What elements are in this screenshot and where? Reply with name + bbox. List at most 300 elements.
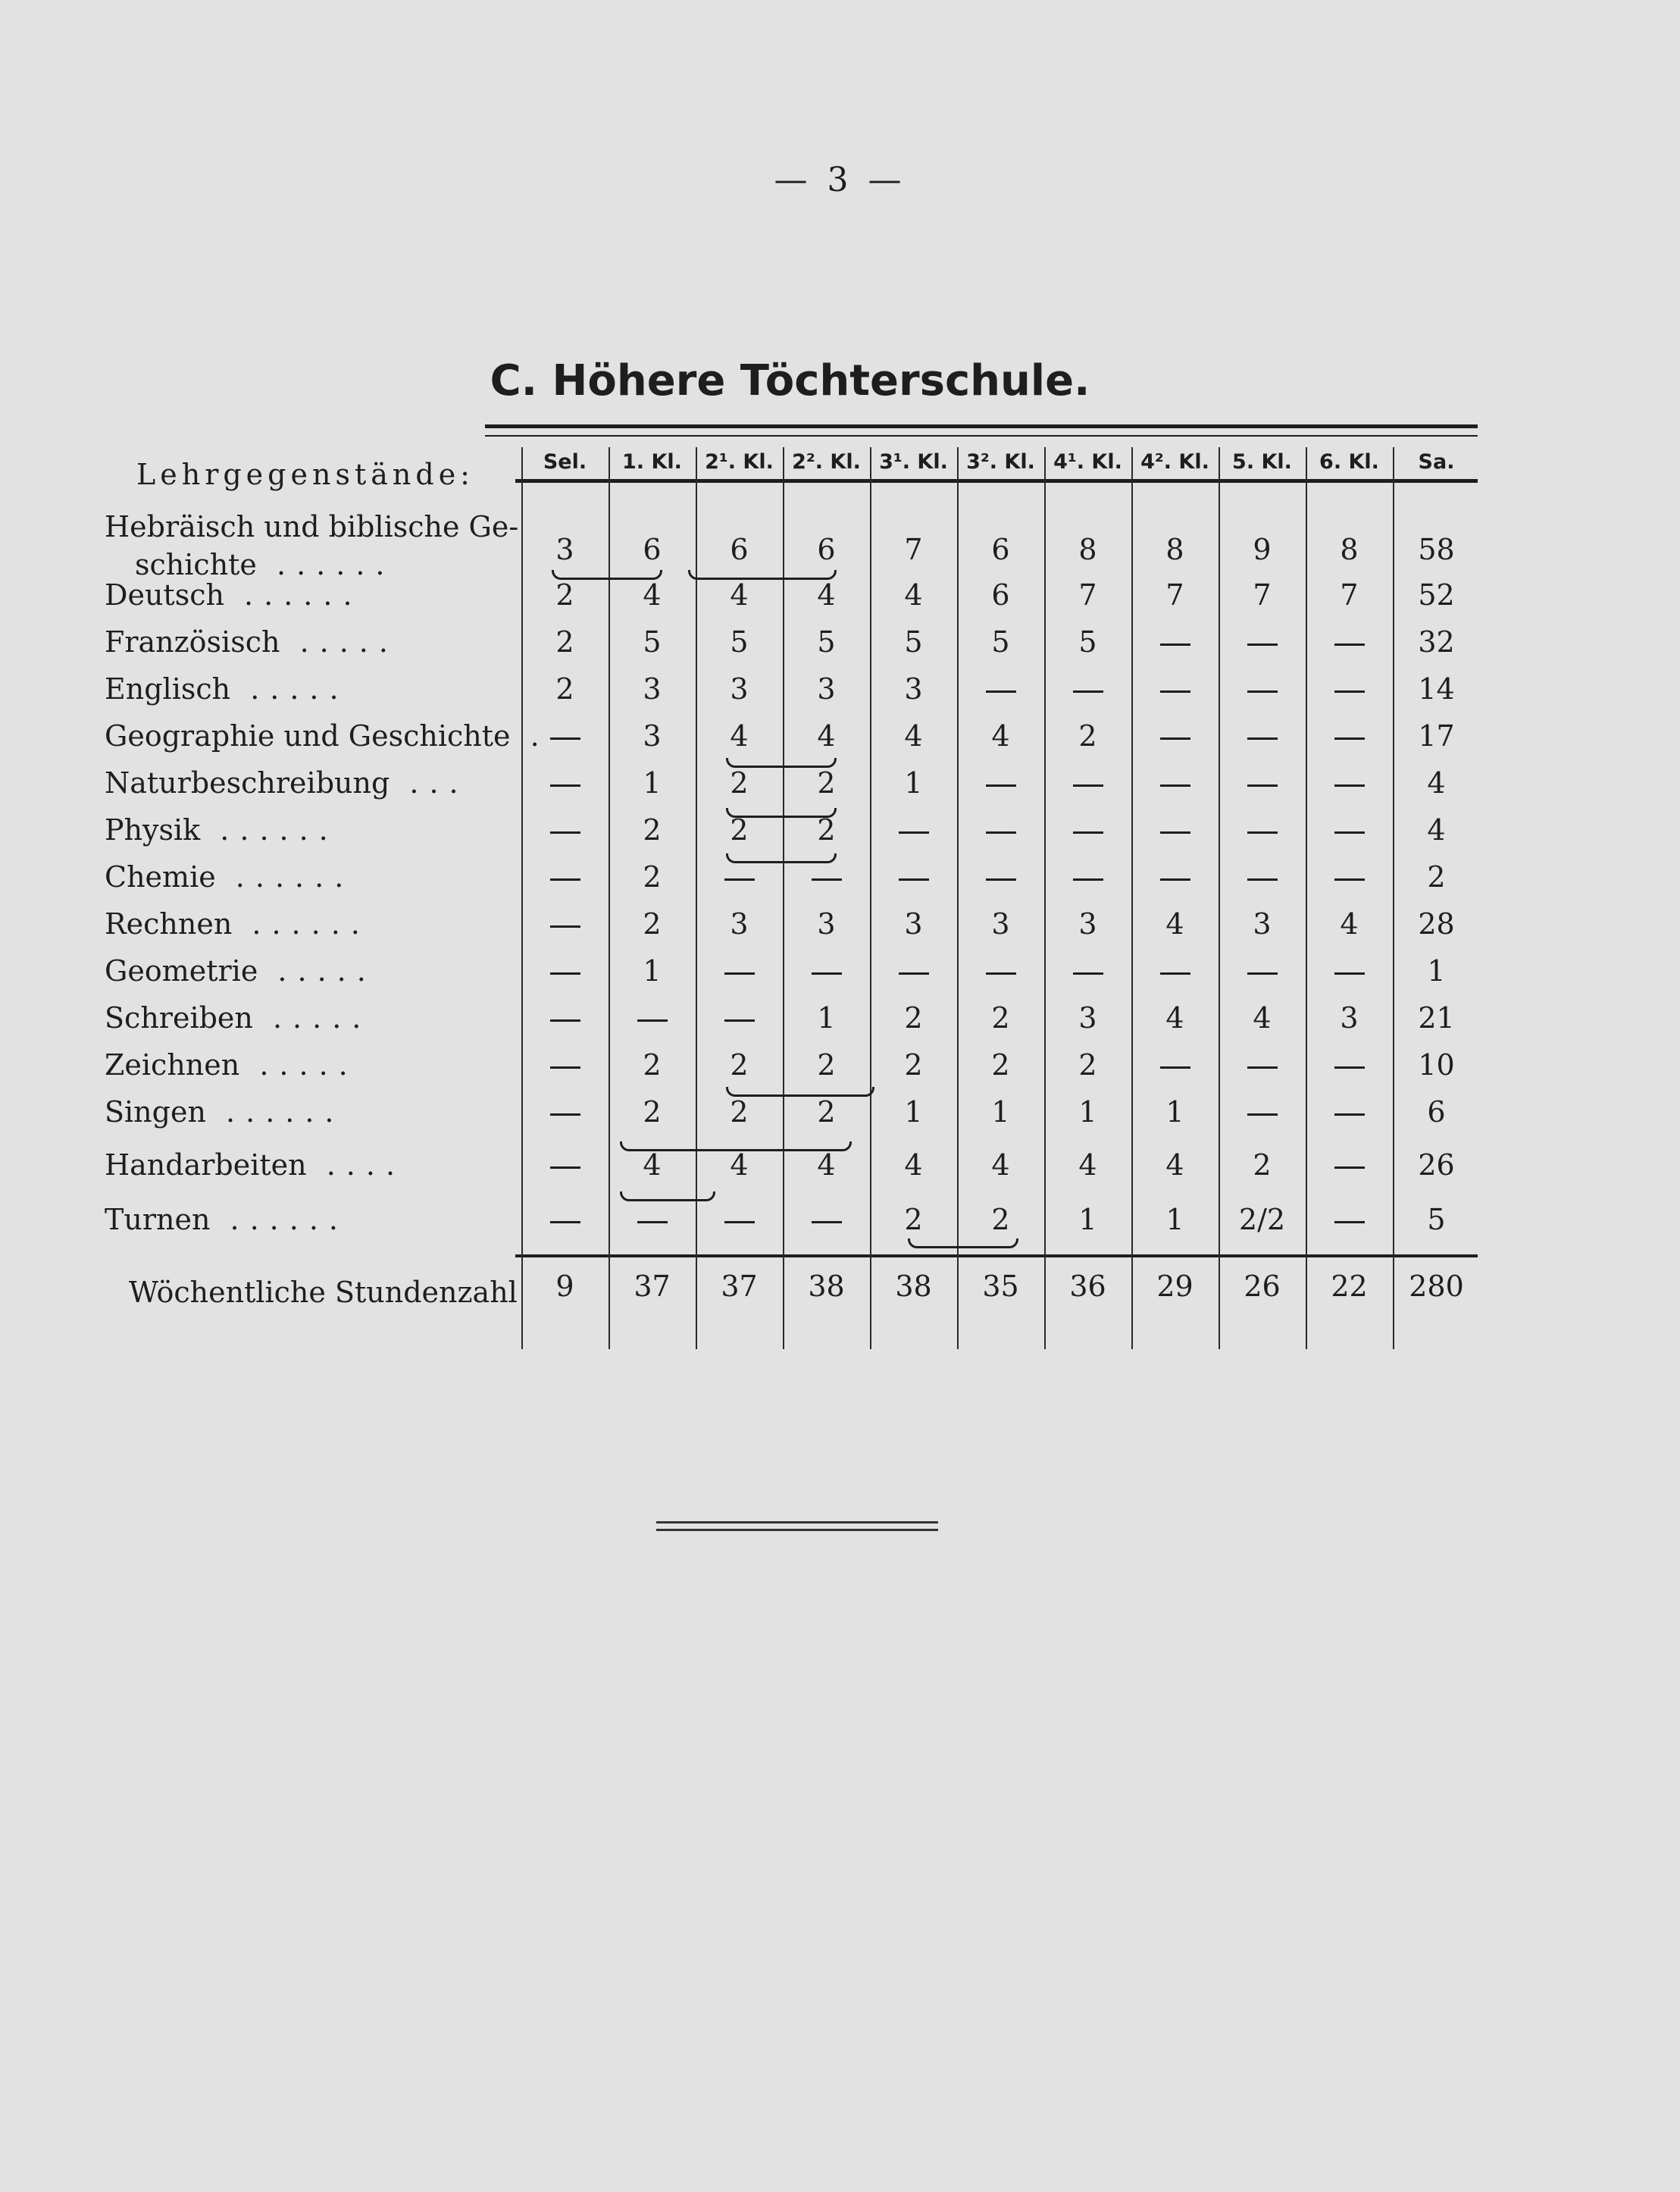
table-cell: 4: [1165, 1001, 1184, 1035]
leader-dots: ......: [210, 1203, 349, 1236]
dash-mark: [550, 1019, 580, 1022]
column-header: 5. Kl.: [1232, 450, 1292, 474]
table-cell: [1306, 858, 1393, 896]
table-cell: 8: [1078, 533, 1097, 566]
table-cell: [1044, 858, 1131, 896]
subject-name: Physik: [105, 813, 201, 847]
table-cell: 4: [1078, 1148, 1097, 1182]
dash-mark: [1160, 690, 1190, 693]
dash-mark: [724, 878, 755, 881]
leader-dots: ......: [256, 548, 396, 581]
dash-mark: [1334, 1113, 1365, 1116]
table-cell: [1131, 811, 1219, 849]
table-cell: [1306, 1146, 1393, 1184]
page-title: C. Höhere Töchterschule.: [490, 356, 1090, 406]
table-cell: 17: [1418, 719, 1455, 753]
table-cell: 7: [1078, 578, 1097, 612]
table-cell: 4: [1427, 813, 1446, 847]
dash-mark: [812, 878, 842, 881]
total-cell: 29: [1156, 1270, 1194, 1303]
table-cell: 2: [904, 1203, 923, 1236]
table-cell: [521, 999, 608, 1037]
table-cell: [608, 999, 696, 1037]
dash-mark: [1334, 690, 1365, 693]
table-cell: 2: [1078, 1048, 1097, 1082]
table-cell: [1131, 764, 1219, 802]
table-cell: [1044, 764, 1131, 802]
dash-mark: [1160, 784, 1190, 787]
dash-mark: [1247, 784, 1278, 787]
table-cell: 1: [643, 766, 662, 800]
dash-mark: [899, 831, 929, 834]
table-cell: 1: [991, 1095, 1010, 1129]
total-cell: 37: [721, 1270, 758, 1303]
dash-mark: [550, 972, 580, 975]
table-cell: [1306, 764, 1393, 802]
table-cell: [1306, 1201, 1393, 1238]
table-cell: 5: [904, 625, 923, 659]
dash-mark: [1334, 737, 1365, 740]
table-cell: 4: [904, 578, 923, 612]
table-cell: [1306, 670, 1393, 708]
totals-label: Wöchentliche Stundenzahl: [129, 1276, 518, 1309]
table-cell: [783, 1201, 870, 1238]
combining-brace: [726, 758, 837, 768]
table-cell: 2: [643, 1048, 662, 1082]
table-cell: 7: [904, 533, 923, 566]
subject-label: [105, 1093, 345, 1131]
table-cell: 6: [1427, 1095, 1446, 1129]
table-cell: [1219, 717, 1306, 755]
table-cell: 3: [730, 672, 749, 706]
dash-mark: [1073, 972, 1103, 975]
column-header: 4¹. Kl.: [1053, 450, 1122, 474]
table-cell: 4: [730, 578, 749, 612]
table-cell: [696, 1201, 783, 1238]
table-cell: [1306, 623, 1393, 661]
dash-mark: [986, 878, 1016, 881]
dash-mark: [724, 972, 755, 975]
table-cell: [521, 905, 608, 943]
table-cell: [957, 764, 1044, 802]
leader-dots: ....: [306, 1148, 406, 1182]
dash-mark: [1247, 737, 1278, 740]
subject-name: Geographie und Geschichte: [105, 719, 511, 753]
table-cell: 9: [1253, 533, 1272, 566]
dash-mark: [1160, 1066, 1190, 1069]
leader-dots: .....: [280, 625, 399, 659]
table-cell: 52: [1418, 578, 1455, 612]
end-ornament-rule: [656, 1521, 938, 1523]
total-cell: 280: [1409, 1270, 1464, 1303]
table-cell: [521, 811, 608, 849]
leader-dots: .: [510, 719, 550, 753]
table-cell: 2: [817, 766, 836, 800]
subject-label: [105, 670, 349, 708]
table-cell: 5: [991, 625, 1010, 659]
table-cell: [521, 1146, 608, 1184]
table-cell: 4: [817, 719, 836, 753]
dash-mark: [1247, 878, 1278, 881]
combining-brace: [726, 853, 837, 863]
table-cell: 4: [1253, 1001, 1272, 1035]
table-cell: 7: [1253, 578, 1272, 612]
table-cell: 28: [1418, 907, 1455, 941]
table-cell: 8: [1340, 533, 1359, 566]
subject-name: Geometrie: [105, 954, 258, 988]
table-cell: 3: [991, 907, 1010, 941]
table-cell: [1219, 1046, 1306, 1084]
subject-label: [105, 1201, 349, 1238]
dash-mark: [812, 972, 842, 975]
table-cell: 3: [1253, 907, 1272, 941]
table-top-rule: [485, 424, 1478, 428]
column-header: 2¹. Kl.: [705, 450, 774, 474]
subject-name: Zeichnen: [105, 1048, 240, 1082]
table-header-rule: [515, 479, 1478, 483]
dash-mark: [724, 1221, 755, 1223]
table-cell: 4: [1340, 907, 1359, 941]
table-cell: 2: [1078, 719, 1097, 753]
leader-dots: ......: [205, 1095, 345, 1129]
table-cell: 3: [1078, 1001, 1097, 1035]
table-cell: 4: [1165, 1148, 1184, 1182]
dash-mark: [986, 972, 1016, 975]
table-cell: 6: [991, 578, 1010, 612]
table-cell: [1131, 952, 1219, 990]
table-cell: [1044, 670, 1131, 708]
table-cell: 2: [643, 907, 662, 941]
subject-name: Deutsch: [105, 578, 224, 612]
table-cell: 2: [817, 1048, 836, 1082]
table-cell: [1306, 1046, 1393, 1084]
table-cell: 2: [730, 766, 749, 800]
leader-dots: .....: [258, 954, 377, 988]
dash-mark: [550, 1113, 580, 1116]
table-cell: 3: [1340, 1001, 1359, 1035]
table-cell: 2: [555, 625, 574, 659]
total-cell: 36: [1069, 1270, 1106, 1303]
dash-mark: [550, 878, 580, 881]
table-cell: 1: [1078, 1203, 1097, 1236]
subject-name: Rechnen: [105, 907, 233, 941]
leader-dots: .....: [239, 1048, 358, 1082]
table-cell: 4: [904, 1148, 923, 1182]
dash-mark: [1160, 737, 1190, 740]
table-cell: 1: [643, 954, 662, 988]
leader-dots: .....: [230, 672, 349, 706]
table-cell: [1219, 811, 1306, 849]
dash-mark: [1160, 831, 1190, 834]
table-cell: [521, 858, 608, 896]
table-cell: [1219, 670, 1306, 708]
table-cell: [1131, 623, 1219, 661]
table-cell: 7: [1340, 578, 1359, 612]
table-cell: [521, 1201, 608, 1238]
column-header: Sel.: [543, 450, 587, 474]
table-cell: [1219, 1093, 1306, 1131]
dash-mark: [899, 972, 929, 975]
dash-mark: [1334, 831, 1365, 834]
table-cell: 7: [1165, 578, 1184, 612]
dash-mark: [550, 784, 580, 787]
table-cell: 4: [643, 578, 662, 612]
total-cell: 26: [1244, 1270, 1281, 1303]
dash-mark: [550, 831, 580, 834]
column-header: 2². Kl.: [792, 450, 861, 474]
subjects-header: Lehrgegenstände:: [136, 458, 474, 491]
total-cell: 35: [982, 1270, 1019, 1303]
table-cell: 1: [1427, 954, 1446, 988]
table-cell: 3: [904, 672, 923, 706]
table-cell: 2: [991, 1048, 1010, 1082]
table-cell: [1219, 858, 1306, 896]
page-number: — 3 —: [774, 161, 906, 199]
dash-mark: [812, 1221, 842, 1223]
dash-mark: [1334, 644, 1365, 646]
table-cell: [521, 952, 608, 990]
table-cell: 2: [643, 813, 662, 847]
table-cell: 4: [991, 719, 1010, 753]
subject-name: Singen: [105, 1095, 206, 1129]
table-totals-rule: [515, 1254, 1478, 1257]
table-cell: [957, 811, 1044, 849]
leader-dots: ......: [232, 907, 371, 941]
dash-mark: [986, 784, 1016, 787]
table-cell: 2: [904, 1048, 923, 1082]
subject-name: Naturbeschreibung: [105, 766, 390, 800]
subject-label: [105, 811, 339, 849]
subject-label: [105, 576, 363, 614]
table-cell: 3: [555, 533, 574, 566]
table-cell: [957, 670, 1044, 708]
subject-label: [105, 952, 377, 990]
table-cell: 1: [817, 1001, 836, 1035]
table-cell: [783, 952, 870, 990]
dash-mark: [986, 690, 1016, 693]
subject-label: [105, 623, 399, 661]
dash-mark: [1073, 690, 1103, 693]
subject-name: Handarbeiten: [105, 1148, 307, 1182]
subject-label: [105, 999, 371, 1037]
column-header: 3². Kl.: [966, 450, 1035, 474]
table-cell: [1219, 764, 1306, 802]
table-cell: 5: [1427, 1203, 1446, 1236]
table-cell: 2: [730, 1048, 749, 1082]
table-cell: 5: [817, 625, 836, 659]
table-cell: 3: [817, 907, 836, 941]
total-cell: 22: [1331, 1270, 1368, 1303]
table-cell: 4: [730, 719, 749, 753]
table-cell: 6: [643, 533, 662, 566]
table-cell: 3: [1078, 907, 1097, 941]
column-header: Sa.: [1418, 450, 1455, 474]
table-cell: 8: [1165, 533, 1184, 566]
dash-mark: [1073, 831, 1103, 834]
table-cell: [696, 952, 783, 990]
dash-mark: [550, 925, 580, 928]
table-cell: 1: [1165, 1203, 1184, 1236]
total-cell: 37: [634, 1270, 671, 1303]
subject-label: [105, 858, 354, 896]
subject-label: [105, 764, 469, 802]
table-cell: 2: [1427, 860, 1446, 894]
dash-mark: [550, 1166, 580, 1169]
table-cell: 6: [730, 533, 749, 566]
table-cell: 4: [1165, 907, 1184, 941]
combining-brace: [726, 1087, 874, 1097]
table-cell: 2: [730, 1095, 749, 1129]
table-cell: [1306, 811, 1393, 849]
combining-brace: [908, 1238, 1018, 1248]
column-header: 1. Kl.: [622, 450, 682, 474]
dash-mark: [550, 1221, 580, 1223]
table-cell: 5: [643, 625, 662, 659]
dash-mark: [637, 1019, 668, 1022]
table-cell: 6: [817, 533, 836, 566]
table-cell: 4: [817, 578, 836, 612]
column-header: 6. Kl.: [1319, 450, 1379, 474]
leader-dots: ...: [389, 766, 469, 800]
table-cell: 5: [730, 625, 749, 659]
table-cell: 6: [991, 533, 1010, 566]
table-cell: 5: [1078, 625, 1097, 659]
table-cell: 10: [1418, 1048, 1455, 1082]
table-cell: 26: [1418, 1148, 1455, 1182]
table-cell: [608, 1201, 696, 1238]
table-cell: 2: [730, 813, 749, 847]
table-cell: 4: [730, 1148, 749, 1182]
table-cell: 2: [643, 1095, 662, 1129]
subject-name: Hebräisch und biblische Ge-: [105, 510, 519, 543]
total-cell: 38: [808, 1270, 845, 1303]
table-cell: 58: [1418, 533, 1455, 566]
combining-brace: [726, 808, 837, 818]
table-cell: [1306, 717, 1393, 755]
table-cell: 21: [1418, 1001, 1455, 1035]
leader-dots: .....: [252, 1001, 372, 1035]
table-cell: [521, 1046, 608, 1084]
table-cell: 4: [643, 1148, 662, 1182]
table-cell: 2: [643, 860, 662, 894]
table-cell: [521, 764, 608, 802]
leader-dots: ......: [200, 813, 339, 847]
table-cell: 3: [730, 907, 749, 941]
dash-mark: [899, 878, 929, 881]
table-cell: 3: [643, 719, 662, 753]
table-cell: 4: [817, 1148, 836, 1182]
table-cell: 2: [904, 1001, 923, 1035]
table-cell: 3: [817, 672, 836, 706]
table-cell: 2: [1253, 1148, 1272, 1182]
table-cell: 2: [555, 672, 574, 706]
table-cell: [1044, 952, 1131, 990]
table-cell: [1131, 858, 1219, 896]
subject-name: Englisch: [105, 672, 231, 706]
table-cell: [870, 858, 957, 896]
dash-mark: [1247, 1066, 1278, 1069]
table-cell: 2/2: [1238, 1203, 1286, 1236]
table-cell: 2: [991, 1001, 1010, 1035]
end-ornament-rule-2: [656, 1529, 938, 1531]
table-cell: [957, 858, 1044, 896]
table-cell: [870, 952, 957, 990]
table-cell: [1044, 811, 1131, 849]
dash-mark: [1334, 972, 1365, 975]
dash-mark: [1160, 878, 1190, 881]
table-cell: [696, 858, 783, 896]
subject-name: Schreiben: [105, 1001, 253, 1035]
table-cell: 4: [991, 1148, 1010, 1182]
table-cell: [957, 952, 1044, 990]
table-cell: [521, 717, 608, 755]
combining-brace: [688, 570, 837, 580]
subject-label: [105, 717, 550, 755]
combining-brace: [620, 1141, 852, 1151]
column-header: 4². Kl.: [1140, 450, 1209, 474]
table-cell: 1: [1078, 1095, 1097, 1129]
combining-brace: [552, 570, 662, 580]
subject-name: Französisch: [105, 625, 280, 659]
dash-mark: [1247, 690, 1278, 693]
dash-mark: [1334, 784, 1365, 787]
column-header: 3¹. Kl.: [879, 450, 948, 474]
leader-dots: ......: [224, 578, 363, 612]
dash-mark: [1247, 1113, 1278, 1116]
dash-mark: [986, 831, 1016, 834]
dash-mark: [1247, 972, 1278, 975]
dash-mark: [1334, 1221, 1365, 1223]
table-cell: 32: [1418, 625, 1455, 659]
table-cell: 1: [1165, 1095, 1184, 1129]
table-cell: 2: [555, 578, 574, 612]
table-cell: [1131, 1046, 1219, 1084]
subject-label: [105, 1146, 405, 1184]
dash-mark: [724, 1019, 755, 1022]
dash-mark: [550, 1066, 580, 1069]
table-cell: [1219, 623, 1306, 661]
total-cell: 38: [895, 1270, 932, 1303]
dash-mark: [1334, 1166, 1365, 1169]
subject-label: [105, 905, 371, 943]
dash-mark: [1247, 644, 1278, 646]
table-cell: 4: [904, 719, 923, 753]
subject-name: schichte: [135, 548, 257, 581]
table-cell: 3: [904, 907, 923, 941]
dash-mark: [1334, 1066, 1365, 1069]
dash-mark: [1160, 972, 1190, 975]
table-cell: [1219, 952, 1306, 990]
table-cell: 2: [817, 1095, 836, 1129]
table-cell: [521, 1093, 608, 1131]
table-cell: 2: [991, 1203, 1010, 1236]
combining-brace: [620, 1192, 715, 1201]
table-cell: [870, 811, 957, 849]
table-cell: 14: [1418, 672, 1455, 706]
dash-mark: [1073, 878, 1103, 881]
table-cell: 1: [904, 1095, 923, 1129]
table-cell: [1131, 670, 1219, 708]
dash-mark: [1073, 784, 1103, 787]
leader-dots: ......: [215, 860, 355, 894]
dash-mark: [1247, 831, 1278, 834]
table-cell: 4: [1427, 766, 1446, 800]
table-cell: [1131, 717, 1219, 755]
subject-name: Chemie: [105, 860, 216, 894]
dash-mark: [1334, 878, 1365, 881]
subject-name: Turnen: [105, 1203, 211, 1236]
subject-label: [105, 508, 518, 546]
